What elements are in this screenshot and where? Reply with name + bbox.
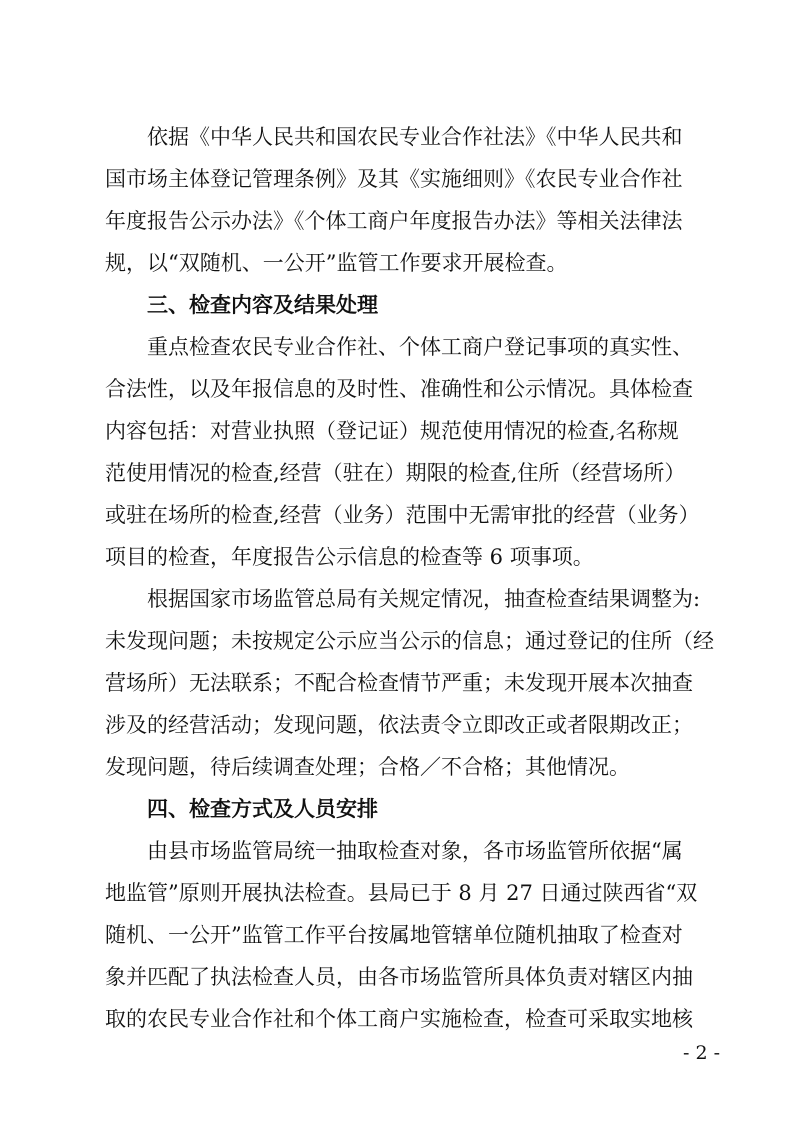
paragraph-line: 或驻在场所的检查,经营（业务）范围中无需审批的经营（业务） bbox=[105, 503, 700, 527]
paragraph-line: 未发现问题；未按规定公示应当公示的信息；通过登记的住所（经 bbox=[105, 629, 714, 653]
paragraph-line: 重点检查农民专业合作社、个体工商户登记事项的真实性、 bbox=[147, 335, 693, 359]
section-heading: 四、检查方式及人员安排 bbox=[147, 797, 378, 821]
paragraph-line: 随机、一公开”监管工作平台按属地管辖单位随机抽取了检查对 bbox=[105, 923, 683, 947]
paragraph-line: 范使用情况的检查,经营（驻在）期限的检查,住所（经营场所） bbox=[105, 461, 686, 485]
paragraph-line: 发现问题，待后续调查处理；合格／不合格；其他情况。 bbox=[105, 755, 630, 779]
section-heading: 三、检查内容及结果处理 bbox=[147, 293, 378, 317]
paragraph-line: 营场所）无法联系；不配合检查情节严重；未发现开展本次抽查 bbox=[105, 671, 693, 695]
paragraph-line: 规，以“双随机、一公开”监管工作要求开展检查。 bbox=[105, 251, 568, 275]
paragraph-line: 由县市场监管局统一抽取检查对象，各市场监管所依据“属 bbox=[147, 839, 683, 863]
paragraph-line: 象并匹配了执法检查人员，由各市场监管所具体负责对辖区内抽 bbox=[105, 965, 693, 989]
paragraph-line: 地监管”原则开展执法检查。县局已于 8 月 27 日通过陕西省“双 bbox=[105, 881, 698, 905]
paragraph-line: 内容包括：对营业执照（登记证）规范使用情况的检查,名称规 bbox=[105, 419, 679, 443]
paragraph-line: 合法性，以及年报信息的及时性、准确性和公示情况。具体检查 bbox=[105, 377, 693, 401]
paragraph-line: 项目的检查，年度报告公示信息的检查等 6 项事项。 bbox=[105, 545, 594, 569]
page-number: - 2 - bbox=[682, 1042, 720, 1064]
paragraph-line: 取的农民专业合作社和个体工商户实施检查，检查可采取实地核 bbox=[105, 1007, 693, 1031]
paragraph-line: 依据《中华人民共和国农民专业合作社法》《中华人民共和 bbox=[147, 125, 683, 149]
paragraph-line: 年度报告公示办法》《个体工商户年度报告办法》等相关法律法 bbox=[105, 209, 683, 233]
paragraph-line: 根据国家市场监管总局有关规定情况，抽查检查结果调整为: bbox=[147, 587, 701, 611]
paragraph-line: 国市场主体登记管理条例》及其《实施细则》《农民专业合作社 bbox=[105, 167, 683, 191]
paragraph-line: 涉及的经营活动；发现问题，依法责令立即改正或者限期改正； bbox=[105, 713, 693, 737]
